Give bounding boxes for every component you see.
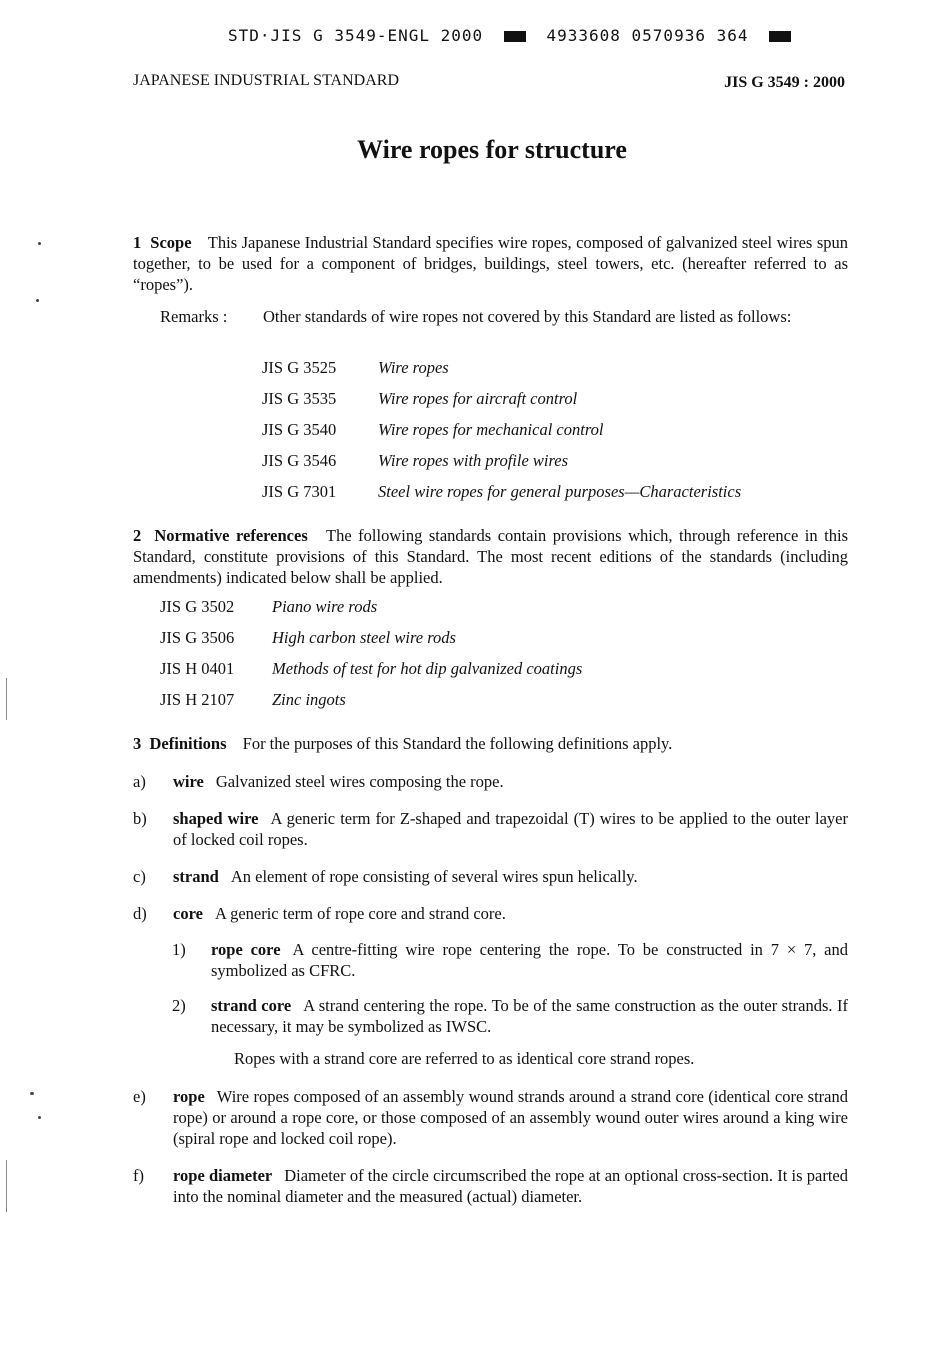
definition-text: A generic term for Z-shaped and trapezoidal (T) wires to be applied to the outer layer of locked coil ropes.	[173, 809, 849, 849]
section-number: 3	[133, 734, 142, 753]
scan-header	[228, 26, 801, 45]
definition-text: A centre-fitting wire rope centering the rope. To be constructed in 7 × 7, and symbolized as CFRC.	[211, 940, 848, 980]
standard-code: JIS H 0401	[160, 659, 235, 678]
section-heading: Normative references	[154, 526, 308, 545]
standard-name: Wire ropes for aircraft control	[378, 389, 578, 408]
scan-speck	[30, 1092, 34, 1095]
definition-term: core	[173, 904, 203, 923]
scan-edge-line	[6, 678, 7, 720]
item-marker: c)	[133, 867, 146, 886]
standard-code: JIS G 3525	[262, 358, 337, 377]
standard-name: High carbon steel wire rods	[272, 628, 456, 647]
standard-code: JIS G 3506	[160, 628, 235, 647]
standard-name: Wire ropes with profile wires	[378, 451, 569, 470]
scan-speck	[38, 242, 41, 245]
scan-header-code: STD·JIS G 3549-ENGL 2000	[228, 26, 484, 45]
definition-text: A strand centering the rope. To be of the same construction as the outer strands. If necessary, it may be symbolized as IWSC.	[211, 996, 848, 1036]
section-text: For the purposes of this Standard the following definitions apply.	[242, 734, 673, 753]
standard-code: JIS G 3535	[262, 389, 337, 408]
header-left: JAPANESE INDUSTRIAL STANDARD	[133, 72, 399, 89]
scan-speck	[38, 1116, 41, 1119]
item-marker: 2)	[172, 996, 186, 1015]
section-scope	[133, 232, 848, 295]
section-text: The following standards contain provisions which, through reference in this Standard, constitute provisions of this Standard. The most recent editions of the standards (including amendments) indicated below shall be applied.	[133, 526, 849, 587]
standard-name: Steel wire ropes for general purposes—Characteristics	[378, 482, 742, 501]
definition-text: Diameter of the circle circumscribed the rope at an optional cross-section. It is parted into the nominal diameter and the measured (actual) diameter.	[173, 1166, 848, 1206]
section-definitions	[133, 733, 848, 754]
definition-term: rope core	[211, 940, 281, 959]
standard-code: JIS G 3502	[160, 597, 235, 616]
section-number: 2	[133, 526, 142, 545]
section-text: This Japanese Industrial Standard specifies wire ropes, composed of galvanized steel wires spun together, to be used for a component of bridges, buildings, steel towers, etc. (hereafter referred to as “ropes”).	[133, 233, 849, 294]
header-right: JIS G 3549 : 2000	[724, 74, 845, 91]
standard-name: Piano wire rods	[272, 597, 378, 616]
remarks-label: Remarks :	[160, 307, 228, 326]
scan-edge-line	[6, 1160, 7, 1212]
section-heading: Scope	[150, 233, 192, 252]
standard-name: Wire ropes for mechanical control	[378, 420, 604, 439]
definition-term: strand core	[211, 996, 292, 1015]
standard-code: JIS G 3540	[262, 420, 337, 439]
standard-code: JIS G 7301	[262, 482, 337, 501]
standard-code: JIS G 3546	[262, 451, 337, 470]
definition-text: Wire ropes composed of an assembly wound strands around a strand core (identical core strand rope) or around a rope core, or those composed of an assembly wound outer wires around a king wire (spiral rope and locked coil rope).	[173, 1087, 848, 1148]
page-title: Wire ropes for structure	[357, 135, 627, 164]
scan-header-numbers: 4933608 0570936 364	[546, 26, 749, 45]
standard-name: Methods of test for hot dip galvanized coatings	[272, 659, 583, 678]
section-heading: Definitions	[149, 734, 227, 753]
item-marker: d)	[133, 904, 147, 923]
item-marker: a)	[133, 772, 146, 791]
section-normative	[133, 525, 848, 588]
definition-term: wire	[173, 772, 204, 791]
scan-speck	[36, 299, 39, 302]
definition-term: rope	[173, 1087, 205, 1106]
standard-code: JIS H 2107	[160, 690, 235, 709]
definition-term: rope diameter	[173, 1166, 273, 1185]
scan-mark	[769, 31, 791, 42]
definition-note: Ropes with a strand core are referred to as identical core strand ropes.	[234, 1049, 695, 1068]
definition-term: shaped wire	[173, 809, 259, 828]
definition-term: strand	[173, 867, 219, 886]
scan-mark	[504, 31, 526, 42]
standard-name: Wire ropes	[378, 358, 449, 377]
item-marker: e)	[133, 1087, 146, 1106]
definition-text: A generic term of rope core and strand core.	[214, 904, 506, 923]
item-marker: f)	[133, 1166, 144, 1185]
definition-text: An element of rope consisting of several wires spun helically.	[230, 867, 638, 886]
item-marker: 1)	[172, 940, 186, 959]
remarks-text: Other standards of wire ropes not covered by this Standard are listed as follows:	[263, 307, 792, 326]
section-number: 1	[133, 233, 142, 252]
definition-text: Galvanized steel wires composing the rope.	[215, 772, 504, 791]
item-marker: b)	[133, 809, 147, 828]
standard-name: Zinc ingots	[272, 690, 346, 709]
